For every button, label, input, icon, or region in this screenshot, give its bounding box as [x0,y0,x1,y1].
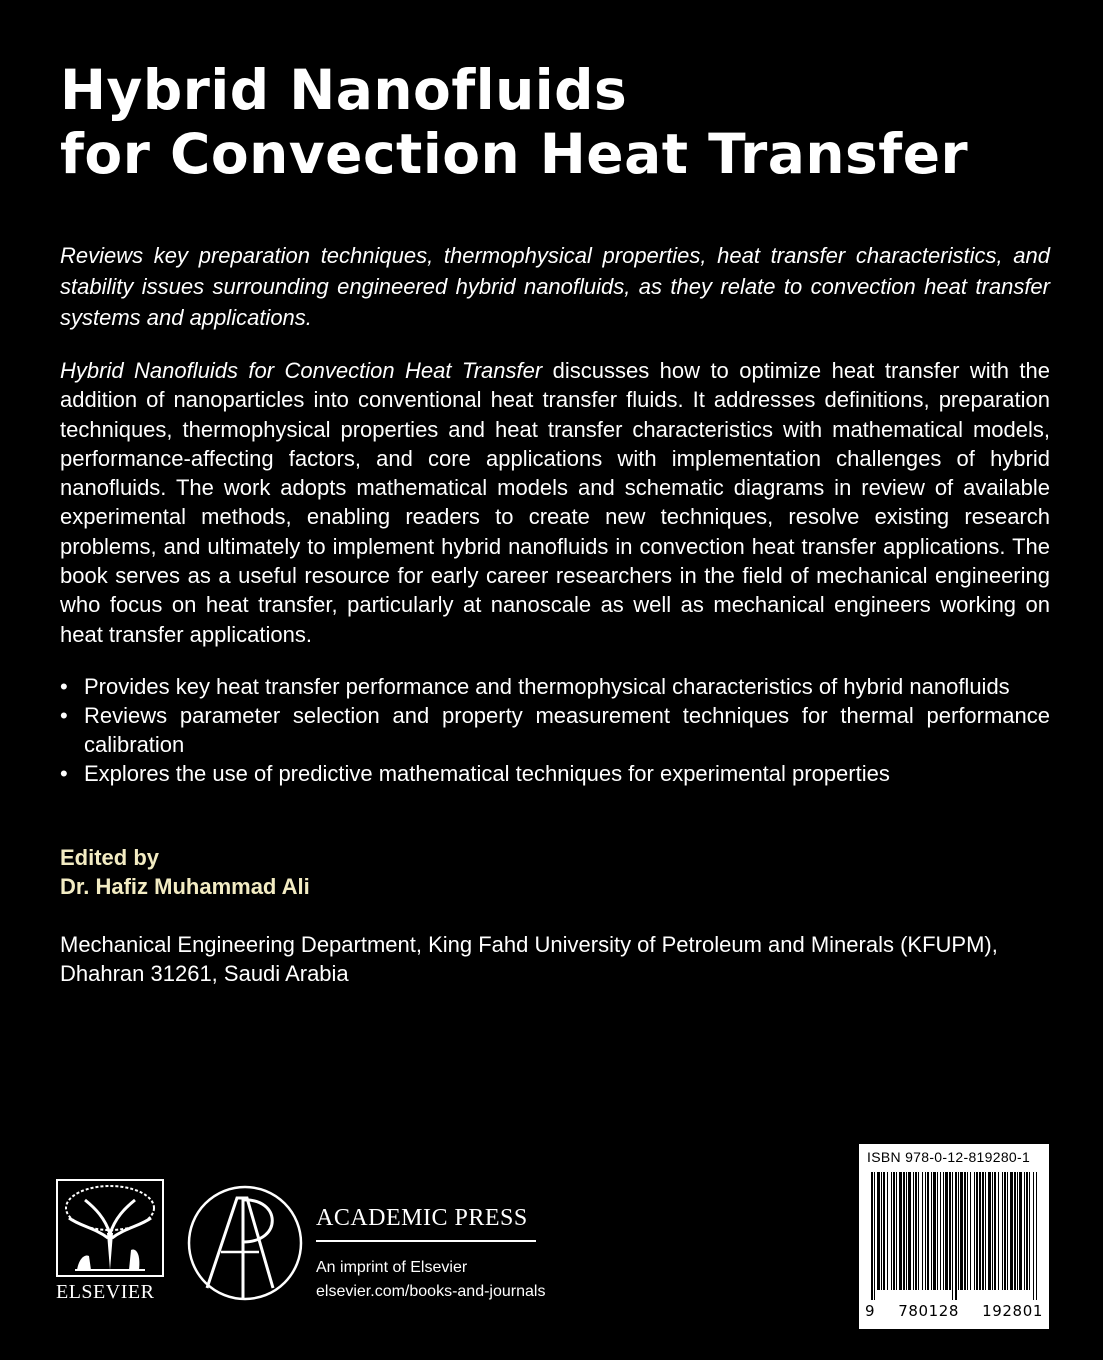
barcode-bar [960,1172,963,1290]
list-item [60,759,1050,788]
barcode-bar [976,1172,978,1290]
academic-press-ap-logo-icon [185,1180,305,1310]
edited-by-label: Edited by [60,845,160,870]
barcode-bar [952,1172,953,1300]
affiliation-line-2: Dhahran 31261, Saudi Arabia [60,961,349,986]
barcode-bar [908,1172,911,1290]
barcode-bar [881,1172,882,1290]
barcode-bar [915,1172,917,1290]
list-item-text: Explores the use of predictive mathematical techniques for experimental properties [84,761,890,786]
barcode-bar [1017,1172,1018,1290]
barcode-bar [998,1172,999,1290]
barcode-bar [1036,1172,1037,1300]
barcode-bar [913,1172,914,1290]
barcode-bar [970,1172,971,1290]
academic-press-block [316,1205,545,1304]
barcode-bar [891,1172,892,1290]
bullet-icon: • [60,761,68,786]
barcode-bar [943,1172,944,1290]
barcode-bars-icon [871,1172,1037,1300]
isbn-label: ISBN 978-0-12-819280-1 [867,1149,1031,1165]
barcode-bar [982,1172,984,1290]
barcode-bar [1026,1172,1028,1290]
barcode-bar [922,1172,923,1290]
barcode-bar [945,1172,948,1290]
barcode-bar [918,1172,919,1290]
barcode-bar [994,1172,996,1290]
barcode-bar [1024,1172,1025,1290]
barcode-bar [988,1172,991,1290]
barcode-bar [1014,1172,1016,1290]
barcode-digit-group-right: 192801 [982,1302,1043,1320]
barcode-bar [992,1172,993,1290]
barcode-bar [967,1172,968,1290]
barcode-bar [883,1172,885,1290]
barcode-bar [937,1172,938,1290]
barcode-bar [927,1172,929,1290]
lead-summary: Reviews key preparation techniques, thermophysical properties, heat transfer characteristics, and stability issues surrounding engineered hybrid nanofluids, as they relate to convection heat transfer systems and applications. [60,243,1050,330]
barcode-digits [865,1302,1043,1320]
barcode-bar [903,1172,905,1290]
description-text: discusses how to optimize heat transfer with the addition of nanoparticles into conventional heat transfer fluids. It addresses definitions, preparation techniques, thermophysical properties and heat transfer characteristics with mathematical models, performance-affecting factors, and core applications with implementation challenges of hybrid nanofluids. The work adopts mathematical models and schematic diagrams in review of available experimental methods, enabling readers to create new techniques, resolve existing research problems, and ultimately to implement hybrid nanofluids in convection heat transfer applications. The book serves as a useful resource for early career researchers in the field of mechanical engineering who focus on heat transfer, particularly at nanoscale as well as mechanical engineers working on heat transfer applications. [60,358,1050,647]
isbn-barcode [859,1144,1049,1329]
description-book-title: Hybrid Nanofluids for Convection Heat Transfer [60,358,543,383]
feature-list [60,672,1050,788]
list-item-text: Reviews parameter selection and property measurement techniques for thermal performance calibration [84,703,1050,757]
barcode-bar [931,1172,932,1290]
editor-block [60,843,310,901]
barcode-bar [979,1172,981,1290]
barcode-bar [955,1172,957,1300]
barcode-digit-prefix: 9 [865,1302,876,1320]
barcode-bar [1033,1172,1034,1300]
bullet-icon: • [60,703,68,728]
barcode-bar [933,1172,936,1290]
book-title [60,58,1070,186]
book-title-line-2: for Convection Heat Transfer [60,122,969,186]
barcode-digit-group-left: 780128 [898,1302,960,1320]
barcode-bar [1010,1172,1013,1290]
elsevier-wordmark: ELSEVIER [56,1281,155,1303]
barcode-bar [874,1172,875,1300]
barcode-bar [925,1172,926,1290]
barcode-bar [871,1172,873,1300]
barcode-bar [896,1172,897,1290]
barcode-bar [1007,1172,1008,1290]
barcode-bar [887,1172,888,1290]
publisher-website: elsevier.com/books-and-journals [316,1283,546,1300]
barcode-bar [1002,1172,1003,1290]
editor-name: Dr. Hafiz Muhammad Ali [60,874,310,899]
barcode-bar [974,1172,975,1290]
list-item [60,672,1050,701]
affiliation-line-1: Mechanical Engineering Department, King Fahd University of Petroleum and Minerals (KFUPM), [60,932,998,957]
barcode-bar [1029,1172,1030,1290]
barcode-bar [893,1172,895,1290]
description-paragraph [60,356,1050,649]
barcode-bar [906,1172,907,1290]
barcode-bar [899,1172,902,1290]
bullet-icon: • [60,674,68,699]
imprint-text: An imprint of Elsevier [316,1259,468,1276]
list-item-text: Provides key heat transfer performance and thermophysical characteristics of hybrid nanofluids [84,674,1010,699]
barcode-bar [1004,1172,1006,1290]
barcode-bar [964,1172,966,1290]
barcode-bar [1019,1172,1022,1290]
barcode-bar [949,1172,951,1290]
academic-press-name: ACADEMIC PRESS [316,1205,536,1242]
barcode-bar [958,1172,959,1290]
editor-affiliation [60,930,1070,988]
barcode-bar [985,1172,986,1290]
barcode-bar [877,1172,880,1290]
barcode-bar [940,1172,941,1290]
list-item [60,701,1050,759]
book-title-line-1: Hybrid Nanofluids [60,58,628,122]
